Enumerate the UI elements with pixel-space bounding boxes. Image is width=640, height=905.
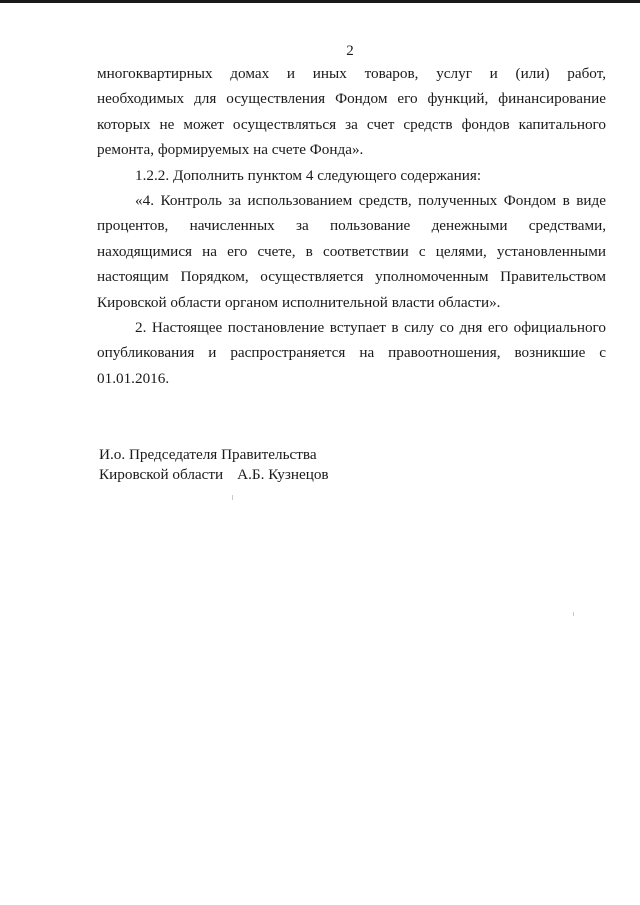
scan-speck <box>232 495 233 500</box>
document-body <box>97 61 606 391</box>
signature-region-line <box>99 465 329 485</box>
paragraph-line: опубликования и распространяется на правоотношения, возникшие с <box>97 344 606 362</box>
paragraph-line: 2. Настоящее постановление вступает в силу со дня его официального <box>135 318 606 336</box>
signature-name: А.Б. Кузнецов <box>237 466 329 483</box>
paragraph-line: находящимися на его счете, в соответствии с целями, установленными <box>97 242 606 260</box>
paragraph-line: «4. Контроль за использованием средств, полученных Фондом в виде <box>135 191 606 209</box>
page-number: 2 <box>346 43 354 59</box>
signature-region: Кировской области <box>99 466 224 483</box>
paragraph-line: 01.01.2016. <box>97 369 170 387</box>
signature-block <box>99 445 329 485</box>
paragraph-line: которых не может осуществляться за счет средств фондов капитального <box>97 115 606 133</box>
paragraph-line: 1.2.2. Дополнить пунктом 4 следующего содержания: <box>135 166 482 184</box>
paragraph-line: Кировской области органом исполнительной власти области». <box>97 293 501 311</box>
paragraph-line: настоящим Порядком, осуществляется уполномоченным Правительством <box>97 268 606 286</box>
paragraph-line: процентов, начисленных за пользование денежными средствами, <box>97 217 606 235</box>
paragraph-line: многоквартирных домах и иных товаров, услуг и (или) работ, <box>97 65 606 82</box>
signature-title: И.о. Председателя Правительства <box>99 446 317 463</box>
paragraph-line: необходимых для осуществления Фондом его функций, финансирование <box>97 90 606 108</box>
paragraph-line: ремонта, формируемых на счете Фонда». <box>97 141 364 159</box>
scan-speck <box>573 612 574 616</box>
page-top-edge <box>0 0 640 3</box>
